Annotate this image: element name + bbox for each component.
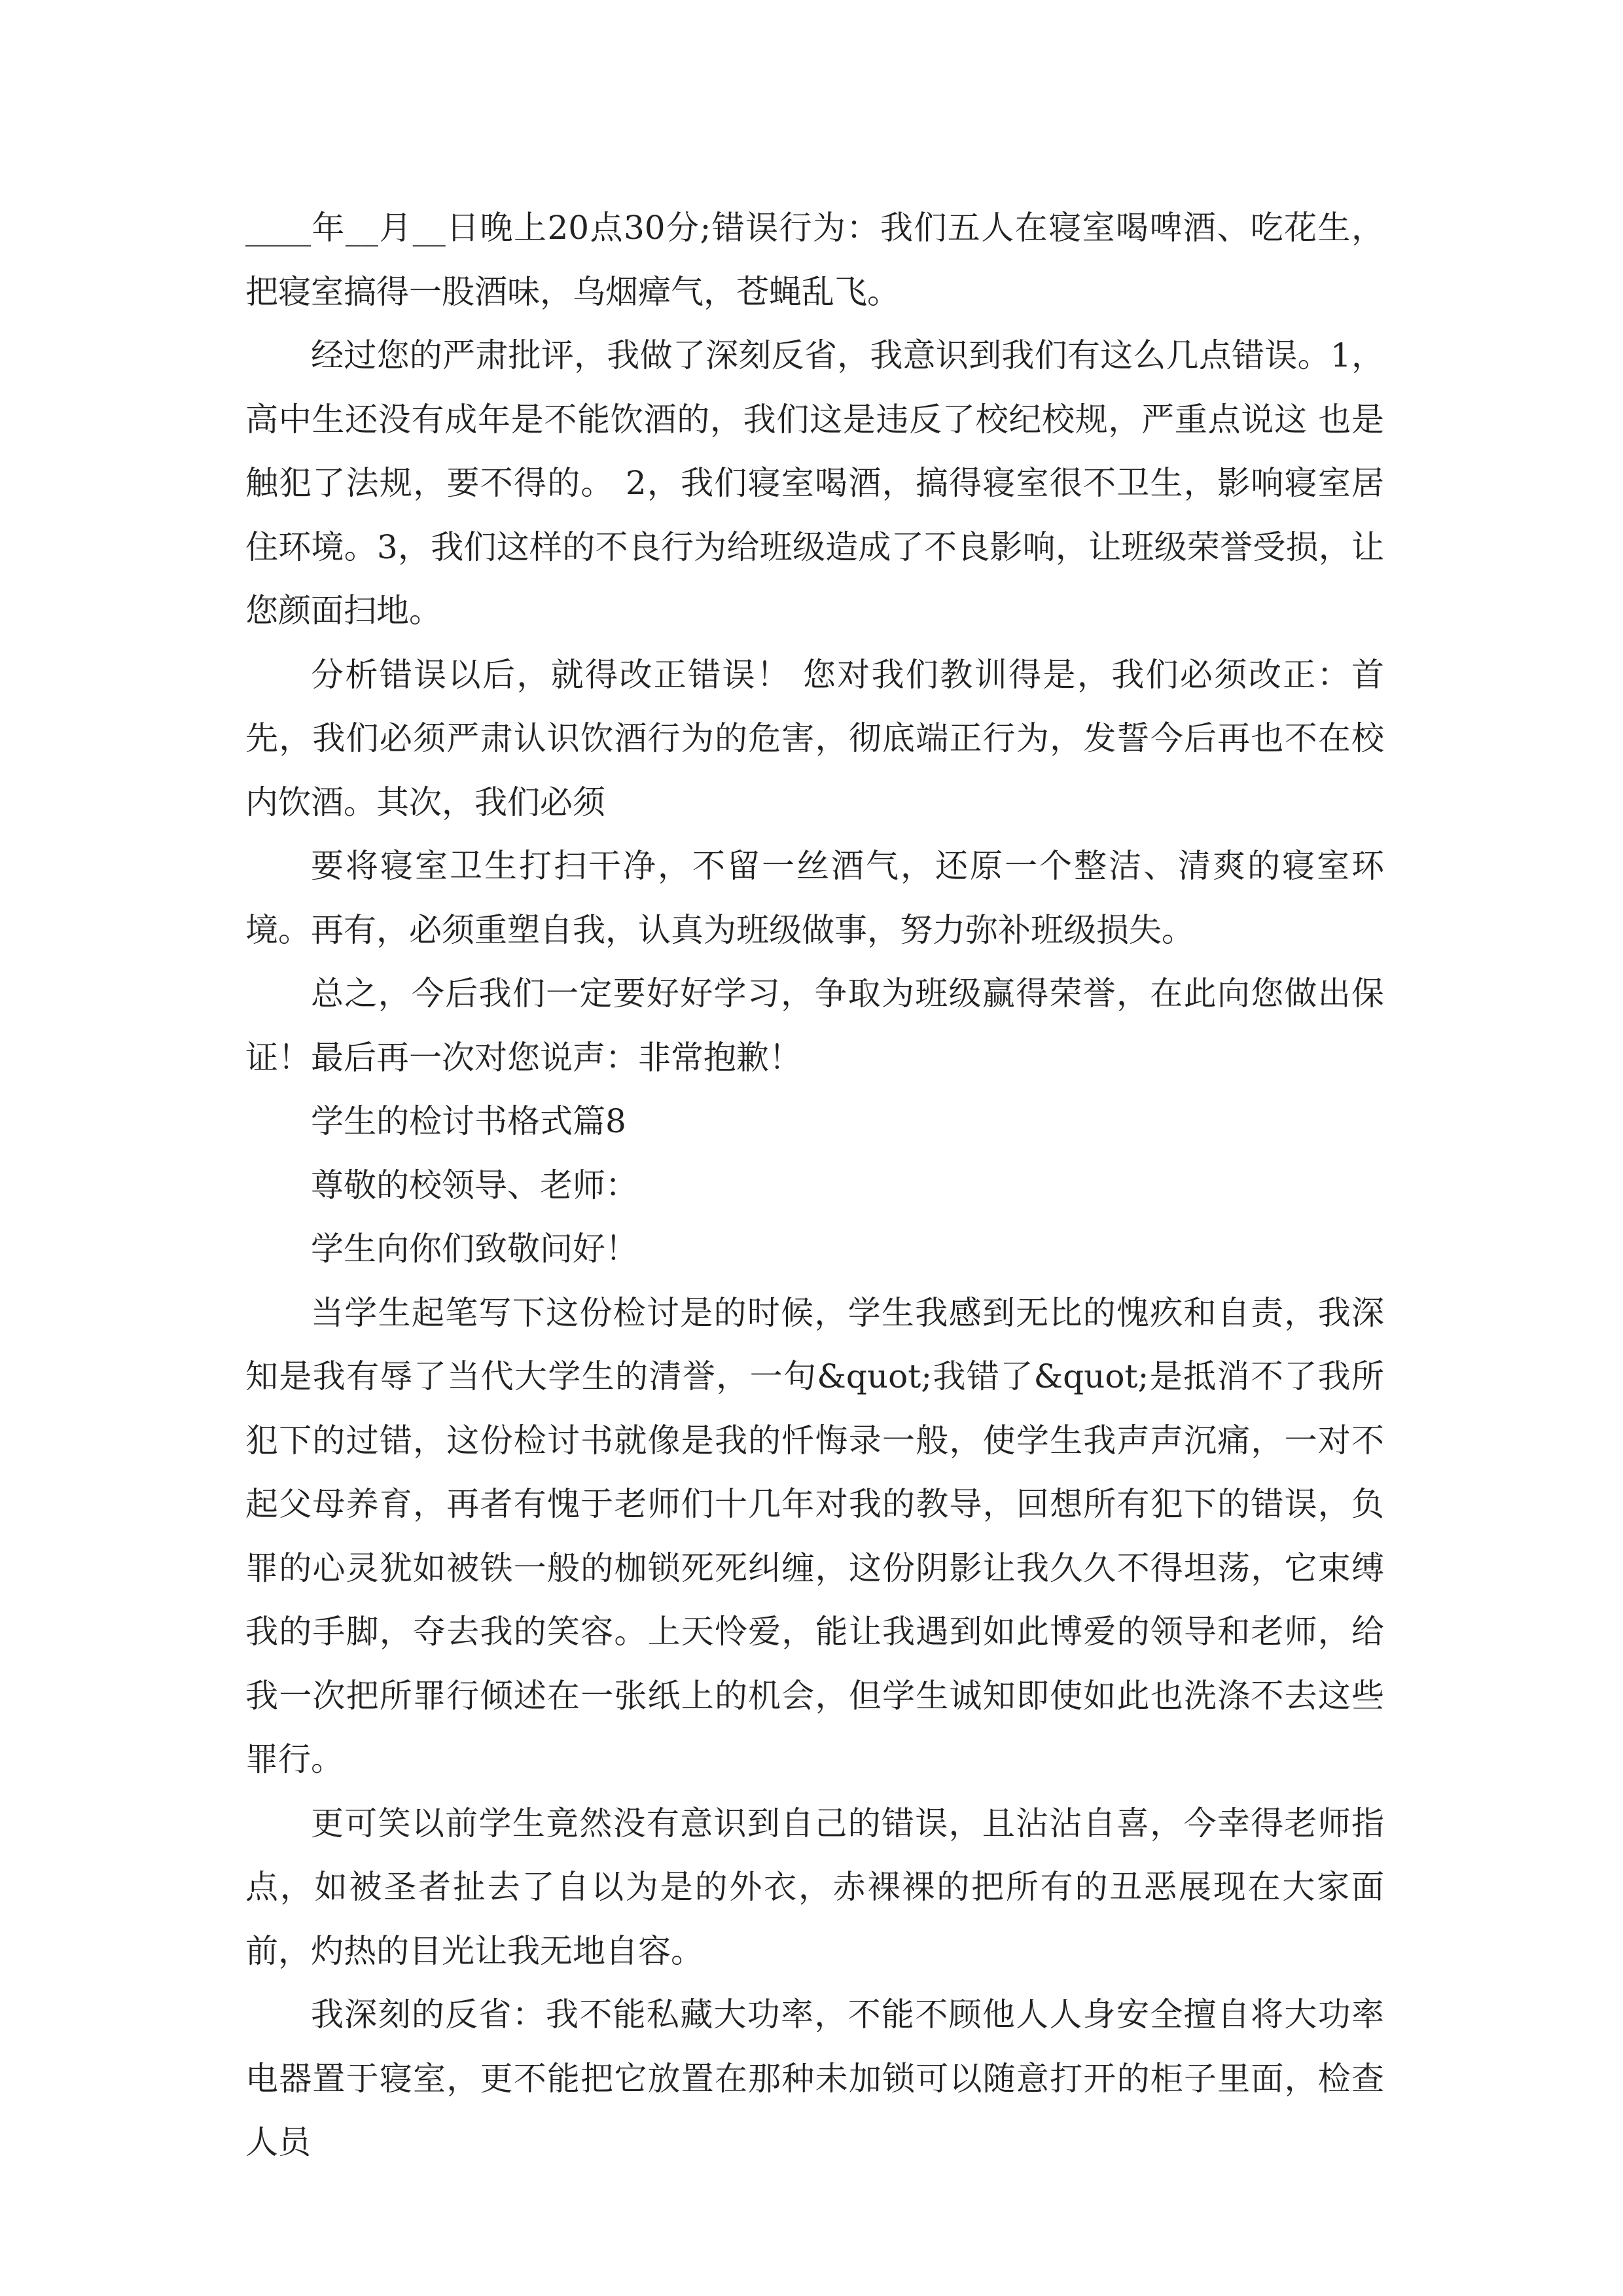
paragraph-self-examination: 我深刻的反省：我不能私藏大功率，不能不顾他人人身安全擅自将大功率电器置于寝室，更不能把它放置在那种未加锁可以随意打开的柜子里面，检查人员 — [245, 1996, 1384, 2161]
paragraph-correction: 分析错误以后，就得改正错误！ 您对我们教训得是，我们必须改正：首先，我们必须严肃认识饮酒行为的危害，彻底端正行为，发誓今后再也不在校内饮酒。其次，我们必须 — [245, 655, 1384, 821]
greeting: 学生向你们致敬问好！ — [311, 1230, 638, 1268]
paragraph-reflection: 经过您的严肃批评，我做了深刻反省，我意识到我们有这么几点错误。1，高中生还没有成年是不能饮酒的，我们这是违反了校纪校规，严重点说这 也是触犯了法规，要不得的。 2，我们寝室喝酒，搞得寝室很不卫生，影响寝室居住环境。3，我们这样的不良行为给班级造成了不良影响，让班级荣誉受损，让您颜面扫地。 — [245, 336, 1384, 630]
paragraph-conclusion: 总之，今后我们一定要好好学习，争取为班级赢得荣誉，在此向您做出保证！最后再一次对您说声：非常抱歉！ — [245, 975, 1384, 1077]
salutation: 尊敬的校领导、老师： — [311, 1166, 638, 1204]
paragraph-realization: 更可笑以前学生竟然没有意识到自己的错误，且沾沾自喜，今幸得老师指点，如被圣者扯去了自以为是的外衣，赤裸裸的把所有的丑恶展现在大家面前，灼热的目光让我无地自容。 — [245, 1804, 1384, 1970]
paragraph-confession: 当学生起笔写下这份检讨是的时候，学生我感到无比的愧疚和自责，我深知是我有辱了当代大学生的清誉，一句&quot;我错了&quot;是抵消不了我所犯下的过错，这份检讨书就像是我的忏悔录一般，使学生我声声沉痛，一对不起父母养育，再者有愧于老师们十几年对我的教导，回想所有犯下的错误，负罪的心灵犹如被铁一般的枷锁死死纠缠，这份阴影让我久久不得坦荡，它束缚我的手脚，夺去我的笑容。上天怜爱，能让我遇到如此博爱的领导和老师，给我一次把所罪行倾述在一张纸上的机会，但学生诚知即使如此也洗涤不去这些罪行。 — [245, 1293, 1384, 1778]
paragraph-incident: ____年__月__日晚上20点30分;错误行为：我们五人在寝室喝啤酒、吃花生，把寝室搞得一股酒味，乌烟瘴气，苍蝇乱飞。 — [245, 209, 1384, 311]
document-body — [245, 196, 1384, 2175]
section-heading: 学生的检讨书格式篇8 — [311, 1102, 626, 1140]
paragraph-cleanup: 要将寝室卫生打扫干净，不留一丝酒气，还原一个整洁、清爽的寝室环境。再有，必须重塑自我，认真为班级做事，努力弥补班级损失。 — [245, 847, 1384, 949]
